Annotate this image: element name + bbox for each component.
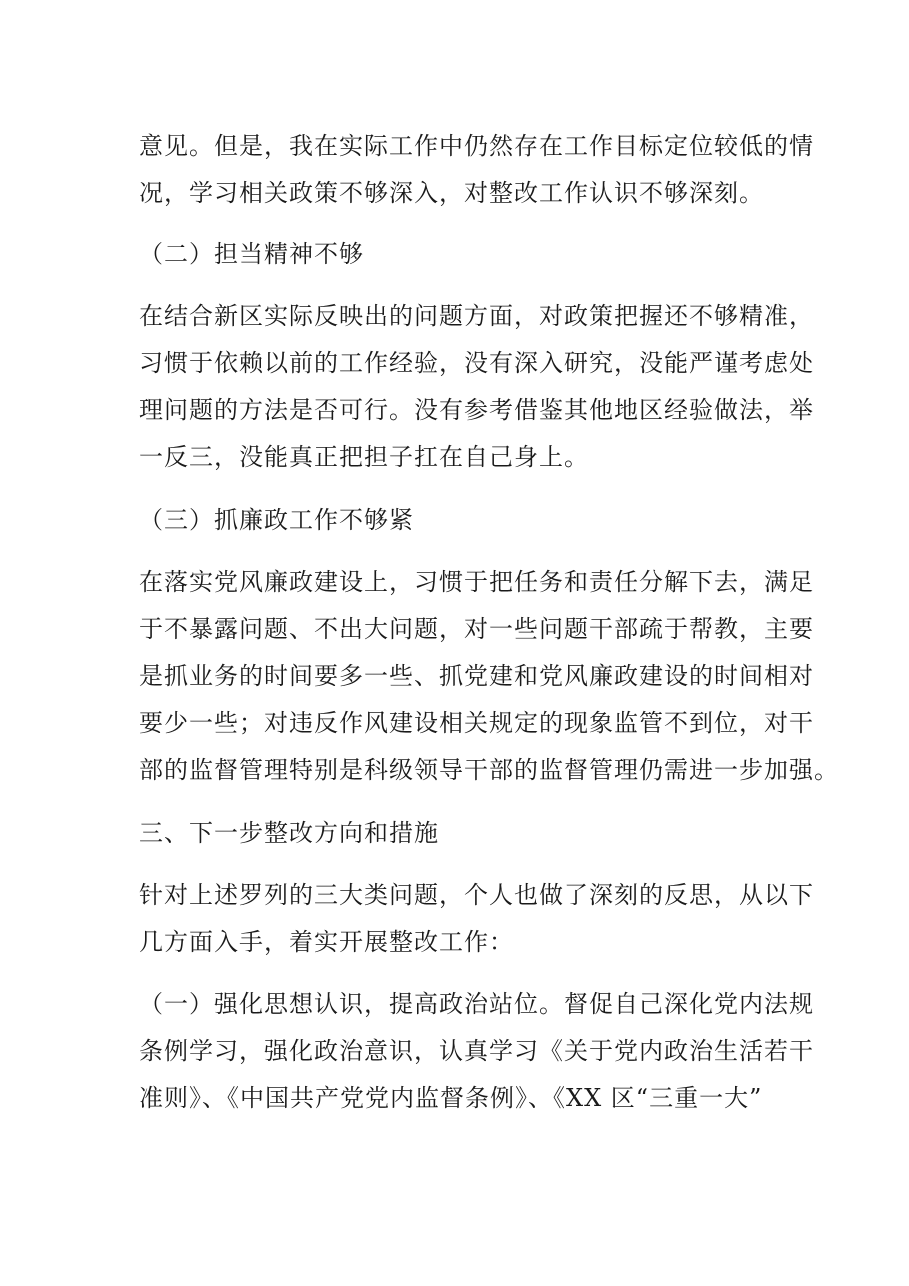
paragraph-line: 在结合新区实际反映出的问题方面，对政策把握还不够精准，: [139, 302, 814, 330]
paragraph-line: 习惯于依赖以前的工作经验，没有深入研究，没能严谨考虑处: [139, 349, 814, 377]
paragraph-line: 意见。但是，我在实际工作中仍然存在工作目标定位较低的情: [139, 132, 814, 160]
paragraph-line: 况，学习相关政策不够深入，对整改工作认识不够深刻。: [139, 179, 764, 207]
section-heading: 三、下一步整改方向和措施: [139, 819, 439, 847]
paragraph-line: 在落实党风廉政建设上，习惯于把任务和责任分解下去，满足: [139, 568, 814, 596]
section-heading: （三）抓廉政工作不够紧: [139, 506, 414, 534]
paragraph-line: 于不暴露问题、不出大问题，对一些问题干部疏于帮教，主要: [139, 615, 814, 643]
paragraph-line: 要少一些；对违反作风建设相关规定的现象监管不到位，对干: [139, 709, 814, 737]
paragraph-line: 条例学习，强化政治意识，认真学习《关于党内政治生活若干: [139, 1037, 814, 1065]
paragraph-line: 准则》、《中国共产党党内监督条例》、《XX 区“三重一大”: [139, 1084, 763, 1112]
paragraph-line: 一反三，没能真正把担子扛在自己身上。: [139, 443, 589, 471]
paragraph-line: （一）强化思想认识，提高政治站位。督促自己深化党内法规: [139, 990, 814, 1018]
paragraph-line: 理问题的方法是否可行。没有参考借鉴其他地区经验做法，举: [139, 396, 814, 424]
section-heading: （二）担当精神不够: [139, 240, 364, 268]
paragraph-line: 部的监督管理特别是科级领导干部的监督管理仍需进一步加强。: [139, 756, 839, 784]
paragraph-line: 几方面入手，着实开展整改工作：: [139, 928, 514, 956]
paragraph-line: 是抓业务的时间要多一些、抓党建和党风廉政建设的时间相对: [139, 662, 814, 690]
paragraph-line: 针对上述罗列的三大类问题，个人也做了深刻的反思，从以下: [139, 881, 814, 909]
